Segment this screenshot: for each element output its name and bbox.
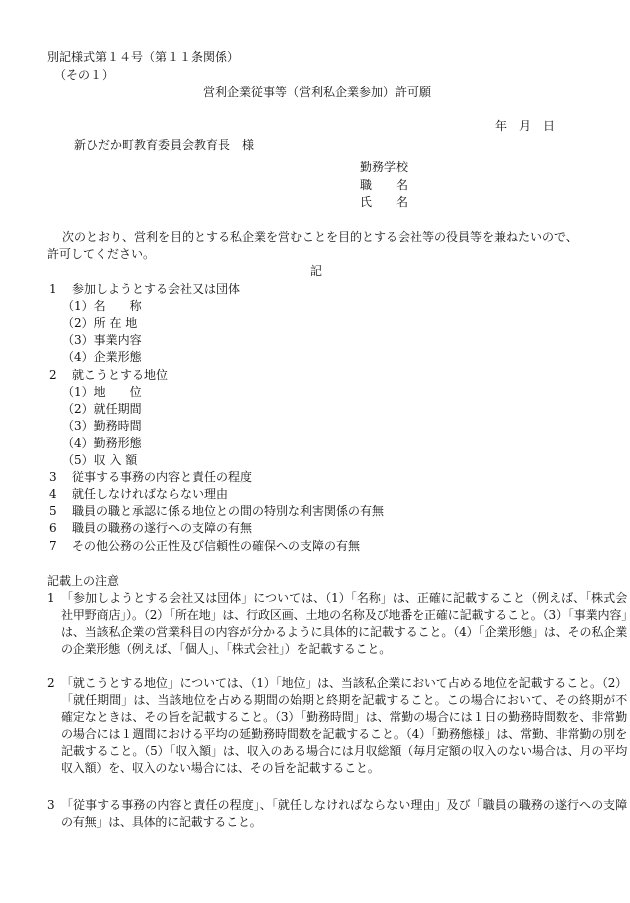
item-label: 職員の職務の遂行への支障の有無 (72, 521, 253, 536)
sub-item-label: （5）収 入 額 (62, 453, 138, 467)
item-number: 2 (49, 367, 57, 382)
item-label: 従事する事務の内容と責任の程度 (72, 470, 253, 485)
sub-item-label: （3）事業内容 (62, 333, 142, 348)
intro-line-1: 次のとおり、営利を目的とする私企業を営むことを目的とする会社等の役員等を兼ねたいので、 (62, 230, 578, 244)
form-number: 別記様式第１４号（第１１条関係） (47, 50, 240, 64)
position-label: 職 名 (360, 178, 409, 192)
note-text: 「従事する事務の内容と責任の程度」、「就任しなければならない理由」及び「職員の職務の遂行への支障の有無」は、具体的に記載すること。 (61, 798, 627, 829)
item-number: 4 (49, 487, 57, 502)
name-label: 氏 名 (360, 195, 409, 209)
notes-heading: 記載上の注意 (47, 574, 120, 588)
sub-item-label: （4）企業形態 (62, 350, 142, 365)
document-title: 営利企業従事等（営利私企業参加）許可願 (203, 85, 432, 99)
item-label: 就任しなければならない理由 (72, 487, 229, 502)
note-number: 3 (47, 798, 55, 812)
intro-line-2: 許可してください。 (47, 247, 156, 261)
note-number: 2 (47, 676, 55, 690)
form-subtitle: （その１） (54, 68, 115, 82)
item-label: 職員の職と承認に係る地位との間の特別な利害関係の有無 (72, 504, 385, 519)
note-number: 1 (47, 591, 55, 605)
sub-item-label: （1）地 位 (62, 384, 142, 399)
sub-item-label: （2）所 在 地 (62, 316, 138, 331)
date-line: 年 月 日 (495, 119, 556, 133)
item-label: 参加しようとする会社又は団体 (72, 282, 241, 296)
sub-item-label: （2）就任期間 (62, 401, 142, 416)
item-label: 就こうとする地位 (72, 367, 169, 382)
sub-item-label: （1）名 称 (62, 299, 142, 314)
note-text: 「就こうとする地位」については、（1）「地位」は、当該私企業において占める地位を記載すること。（2）「就任期間」は、当該地位を占める期間の始期と終期を記載すること。この場合において、その終期が不確定なときは、その旨を記載すること。（3）「勤務時間」は、常勤の場合には１日の勤務時間数を、非常勤の場合には１週間における平均の延勤務時間数を記載すること。（4）「勤務態様」は、常勤、非常勤の別を記載すること。（5）「収入額」は、収入のある場合には月収総額（毎月定額の収入のない場合は、月の平均収入額）を、収入のない場合には、その旨を記載すること。 (61, 676, 627, 775)
note-text: 「参加しようとする会社又は団体」については、（1）「名称」は、正確に記載すること（例えば、「株式会社甲野商店」）。（2）「所在地」は、行政区画、土地の名称及び地番を正確に記載すること。（3）「事業内容」は、当該私企業の営業科目の内容が分かるように具体的に記載すること。（4）「企業形態」は、その私企業の企業形態（例えば、「個人」、「株式会社」）を記載すること。 (61, 591, 627, 656)
note-item (47, 797, 630, 837)
sub-item-label: （4）勤務形態 (62, 435, 142, 450)
note-item (47, 675, 630, 795)
addressee: 新ひだか町教育委員会教育長 様 (74, 138, 255, 152)
item-number: 5 (49, 504, 57, 519)
item-number: 3 (49, 470, 57, 485)
item-number: 7 (49, 538, 57, 553)
item-number: 1 (49, 282, 57, 296)
item-label: その他公務の公正性及び信頼性の確保への支障の有無 (72, 538, 361, 553)
school-label: 勤務学校 (360, 160, 409, 174)
note-item (47, 590, 630, 675)
item-number: 6 (49, 521, 57, 536)
ki-label: 記 (310, 264, 323, 278)
sub-item-label: （3）勤務時間 (62, 418, 142, 433)
